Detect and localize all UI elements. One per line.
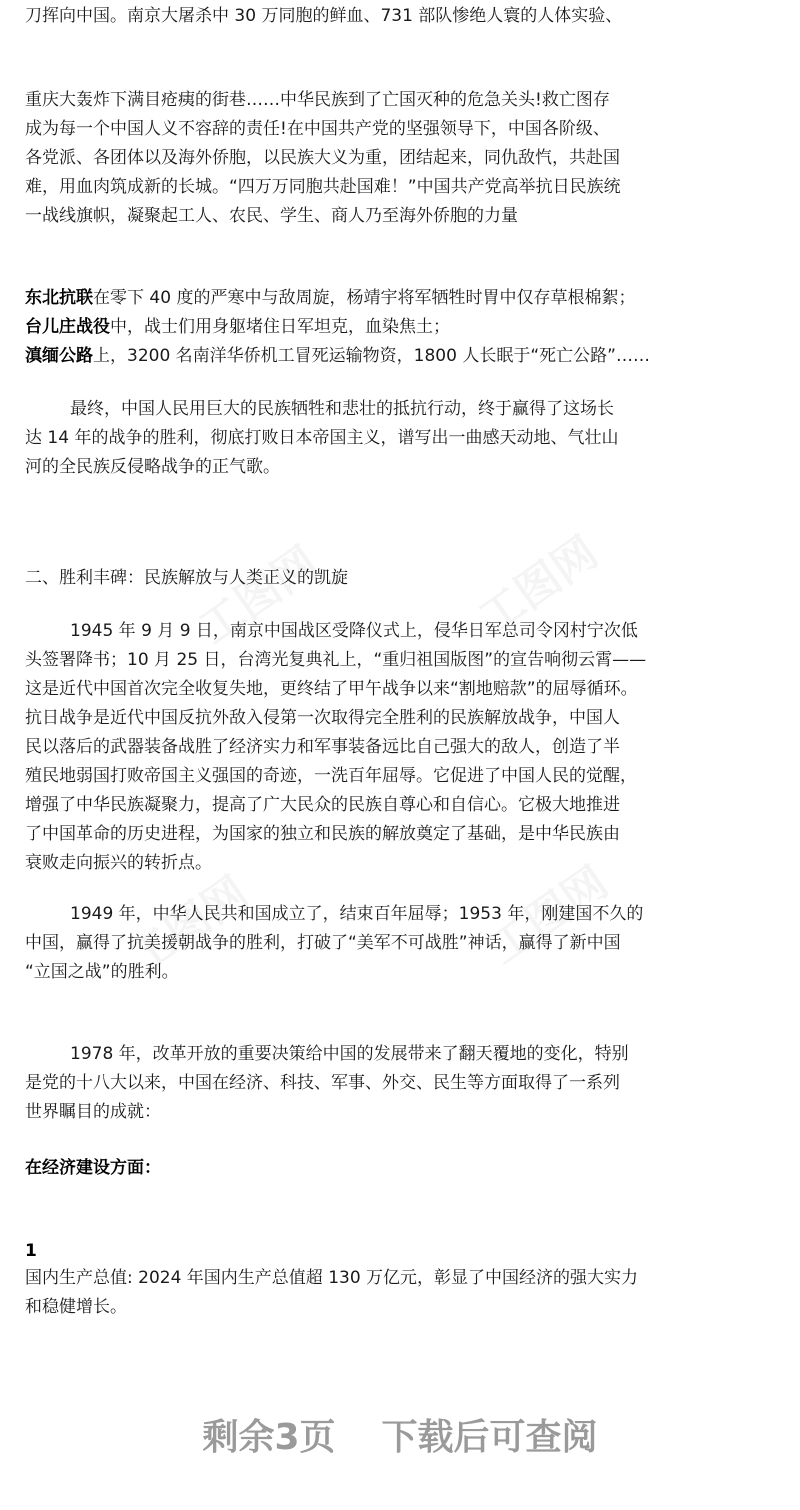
paragraph-3-line: 1945 年 9 月 9 日，南京中国战区受降仪式上，侵华日军总司令冈村宁次低 xyxy=(70,621,638,641)
paragraph-3-line: 了中国革命的历史进程，为国家的独立和民族的解放奠定了基础，是中华民族由 xyxy=(25,824,620,844)
paragraph-1-line: 刀挥向中国。南京大屠杀中 30 万同胞的鲜血、731 部队惨绝人寰的人体实验、 xyxy=(25,6,623,26)
section-heading: 二、胜利丰碑：民族解放与人类正义的凯旋 xyxy=(25,568,348,588)
paragraph-3-line: 头签署降书；10 月 25 日，台湾光复典礼上，“重归祖国版图”的宣告响彻云霄—— xyxy=(25,650,647,670)
gdp-line: 和稳健增长。 xyxy=(25,1297,127,1317)
battle-item xyxy=(25,316,785,338)
paragraph-3-line: 这是近代中国首次完全收复失地，更终结了甲午战争以来“割地赔款”的屈辱循环。 xyxy=(25,679,638,699)
paragraph-5-line: 是党的十八大以来，中国在经济、科技、军事、外交、民生等方面取得了一系列 xyxy=(25,1073,620,1093)
paragraph-5-line: 1978 年，改革开放的重要决策给中国的发展带来了翻天覆地的变化，特别 xyxy=(70,1044,629,1064)
battle-item xyxy=(25,345,785,367)
battle-description: 中，战士们用身躯堵住日军坦克，血染焦土； xyxy=(110,317,450,337)
battle-name: 滇缅公路 xyxy=(25,346,93,366)
paragraph-4-line: 中国，赢得了抗美援朝战争的胜利，打破了“美军不可战胜”神话，赢得了新中国 xyxy=(25,933,621,953)
paragraph-1-line: 难，用血肉筑成新的长城。“四万万同胞共赴国难！”中国共产党高举抗日民族统 xyxy=(25,177,621,197)
paragraph-5-line: 世界瞩目的成就： xyxy=(25,1102,161,1122)
paragraph-3-line: 衰败走向振兴的转折点。 xyxy=(25,853,212,873)
battle-description: 上，3200 名南洋华侨机工冒死运输物资，1800 人长眠于“死亡公路”…… xyxy=(93,346,650,366)
paragraph-4-line: “立国之战”的胜利。 xyxy=(25,962,179,982)
economy-heading: 在经济建设方面： xyxy=(25,1158,161,1178)
battle-name: 东北抗联 xyxy=(25,288,93,308)
paragraph-1-line: 一战线旗帜，凝聚起工人、农民、学生、商人乃至海外侨胞的力量 xyxy=(25,206,518,226)
download-prompt-banner[interactable] xyxy=(0,1408,800,1468)
paragraph-2-line: 河的全民族反侵略战争的正气歌。 xyxy=(25,457,280,477)
paragraph-3-line: 增强了中华民族凝聚力，提高了广大民众的民族自尊心和自信心。它极大地推进 xyxy=(25,795,620,815)
paragraph-1-line: 成为每一个中国人义不容辞的责任!在中国共产党的坚强领导下，中国各阶级、 xyxy=(25,119,610,139)
paragraph-3-line: 殖民地弱国打败帝国主义强国的奇迹，一洗百年屈辱。它促进了中国人民的觉醒， xyxy=(25,766,637,786)
battle-description: 在零下 40 度的严寒中与敌周旋，杨靖宇将军牺牲时胃中仅存草根棉絮； xyxy=(93,288,636,308)
battle-name: 台儿庄战役 xyxy=(25,317,110,337)
item-number: 1 xyxy=(25,1241,37,1261)
paragraph-3-line: 民以落后的武器装备战胜了经济实力和军事装备远比自己强大的敌人，创造了半 xyxy=(25,737,620,757)
paragraph-3-line: 抗日战争是近代中国反抗外敌入侵第一次取得完全胜利的民族解放战争，中国人 xyxy=(25,708,620,728)
battle-item xyxy=(25,287,785,309)
paragraph-4-line: 1949 年，中华人民共和国成立了，结束百年屈辱；1953 年，刚建国不久的 xyxy=(70,904,644,924)
remaining-pages-text: 剩余3页 xyxy=(202,1417,336,1458)
paragraph-2-line: 最终，中国人民用巨大的民族牺牲和悲壮的抵抗行动，终于赢得了这场长 xyxy=(70,399,614,419)
gdp-line: 国内生产总值: 2024 年国内生产总值超 130 万亿元，彰显了中国经济的强大实力 xyxy=(25,1268,639,1288)
paragraph-1-line: 各党派、各团体以及海外侨胞，以民族大义为重，团结起来，同仇敌忾，共赴国 xyxy=(25,148,620,168)
download-to-view-text[interactable]: 下载后可查阅 xyxy=(381,1417,598,1458)
paragraph-1-line: 重庆大轰炸下满目疮痍的街巷……中华民族到了亡国灭种的危急关头!救亡图存 xyxy=(25,90,610,110)
paragraph-2-line: 达 14 年的战争的胜利，彻底打败日本帝国主义，谱写出一曲感天动地、气壮山 xyxy=(25,428,619,448)
